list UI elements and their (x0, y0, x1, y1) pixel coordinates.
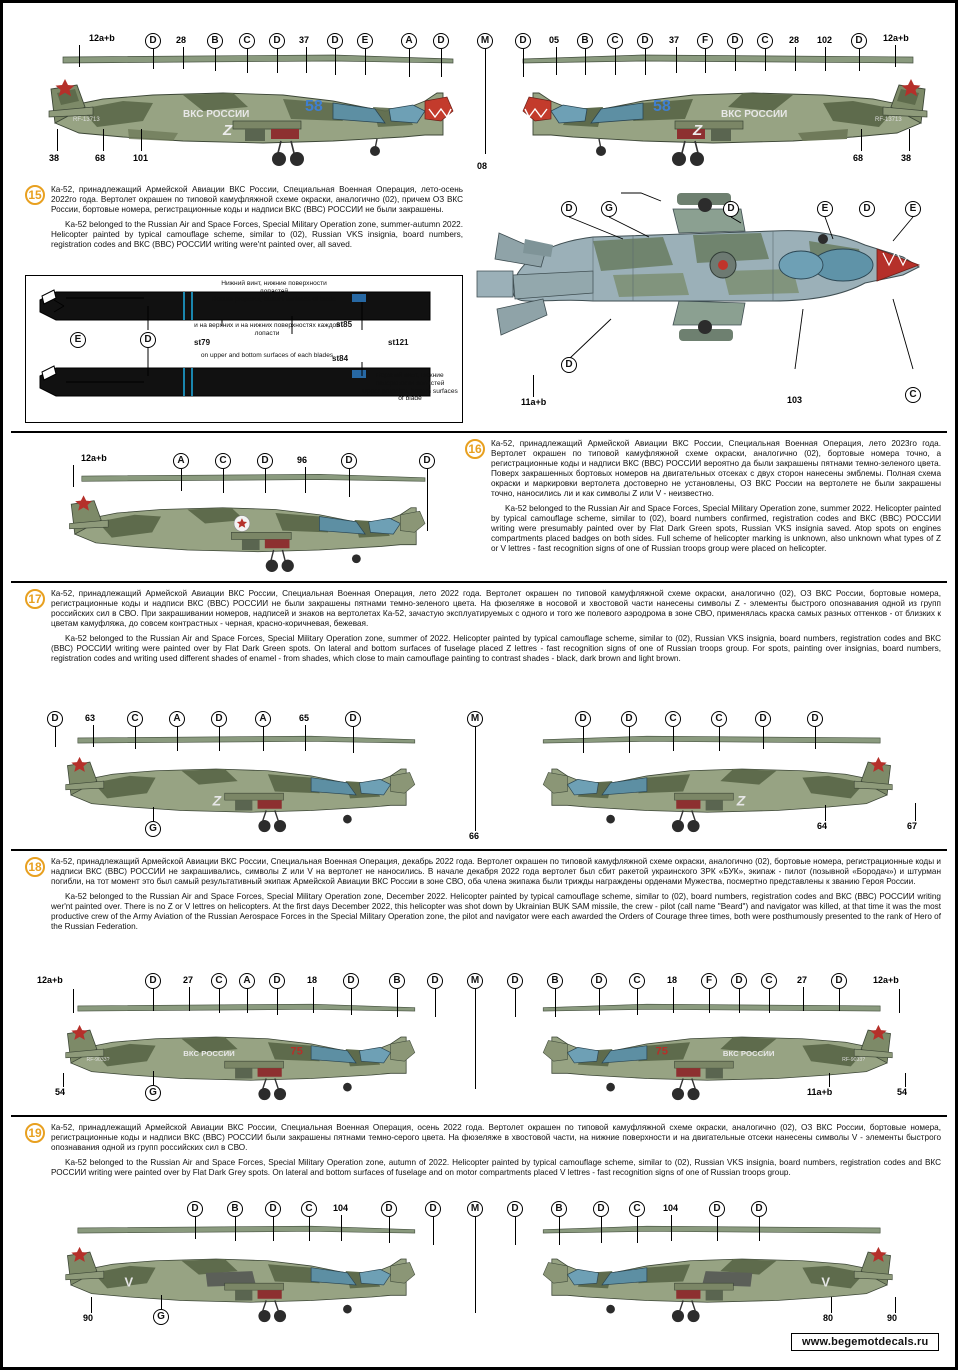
callout-17-C1: C (127, 711, 143, 727)
helicopter-profile-right-18 (511, 999, 921, 1107)
callout-18-F: F (701, 973, 717, 989)
section-17-en: Ka-52 belonged to the Russian Air and Space Forces, Special Military Operation zone, summer of 2022. Helicopter painted by typical camouflage scheme, similar to (02), Russian VKS insignia, board numbers, registration codes and ВКС (ВВС) РОССИИ writing were painted over by Flat Dark Green spots. On lateral and bottom surfaces of fuselage placed Z lettres - fast recognition signs of one of Russian troops group. For spots, painting over insignias, board numbers, registration codes and writing used different shades of enamel - from shades, which close to main camouflage painting to contrast shades - black, dark brown and light brown. (51, 634, 941, 663)
callout-18-18-left: 18 (307, 975, 318, 985)
callout-11ab-top: 11a+b (521, 397, 547, 407)
section-18-ru: Ка-52, принадлежащий Армейской Авиации ВКС России, Специальная Военная Операция, декабрь 2022 года. Вертолет окрашен по типовой камуфляжной схеме окраски, аналогично (02), бортовые номера, регистрационные коды и надписи ВКС (ВВС) РОССИИ не закрашивались, символы Z или V на вертолет не наносились. В начале декабря 2022 года вертолет был сбит ракетой украинского ЗРК «БУК», экипаж - пилот (позывной «Бородач») и штурман погибли, на тот момент это был самый результативный экипаж Армейской Авиации ВКС России в зоне СВО, оба члена экипажа были трижды награждены орденами Мужества, посмертно представлены к званию Героя России. (51, 857, 941, 886)
svg-text:75: 75 (290, 1045, 303, 1058)
callout-16-D3: D (419, 453, 435, 469)
callout-18-18-right: 18 (667, 975, 678, 985)
callout-17-63: 63 (85, 713, 96, 723)
section-15-profiles (11, 11, 953, 176)
callout-19-D3: D (381, 1201, 397, 1217)
callout-D-top2: D (723, 201, 739, 217)
callout-68-left: 68 (95, 153, 106, 163)
callout-17-D2: D (211, 711, 227, 727)
helicopter-profile-right-15 (503, 49, 943, 174)
helicopter-profile-left-17 (37, 731, 447, 839)
callout-18-B2: B (547, 973, 563, 989)
callout-19-B1: B (227, 1201, 243, 1217)
callout-19-M: M (467, 1201, 483, 1217)
helicopter-profile-16 (33, 469, 465, 579)
callout-17-C3: C (711, 711, 727, 727)
callout-18-12ab-right: 12a+b (873, 975, 899, 985)
svg-text:ВКС РОССИИ: ВКС РОССИИ (721, 109, 788, 120)
callout-17-66: 66 (469, 831, 480, 841)
callout-D-top1: D (561, 201, 577, 217)
callout-37-left: 37 (299, 35, 310, 45)
callout-38-right: 38 (901, 153, 912, 163)
callout-37-right: 37 (669, 35, 680, 45)
svg-text:Z: Z (736, 792, 746, 809)
svg-text:RF-13713: RF-13713 (875, 117, 902, 123)
callout-19-90-left: 90 (83, 1313, 94, 1323)
blade-bottom-caption (362, 372, 458, 403)
section-18-text (51, 857, 941, 932)
svg-text:58: 58 (305, 98, 323, 115)
blade-bottom-en: Upper propeller, bottom surfaces of blade (362, 387, 458, 403)
st121-label: st121 (388, 338, 409, 347)
divider-3 (11, 849, 947, 851)
callout-C-2: C (607, 33, 623, 49)
blade-top-caption (210, 280, 338, 303)
callout-A-1: A (401, 33, 417, 49)
callout-19-90-right: 90 (887, 1313, 898, 1323)
callout-16-A: A (173, 453, 189, 469)
callout-12ab-left: 12a+b (89, 33, 115, 43)
callout-18-54-left: 54 (55, 1087, 66, 1097)
svg-text:RF-9033?: RF-9033? (86, 1057, 110, 1064)
website-footer[interactable]: www.begemotdecals.ru (791, 1333, 939, 1351)
callout-05: 05 (549, 35, 560, 45)
callout-08: 08 (477, 161, 488, 171)
svg-text:Z: Z (693, 122, 703, 139)
section-number-16: 16 (465, 439, 485, 459)
section-number-18: 18 (25, 857, 45, 877)
callout-16-C: C (215, 453, 231, 469)
callout-E-top2: E (905, 201, 921, 217)
section-19-ru: Ка-52, принадлежащий Армейской Авиации ВКС России, Специальная Военная Операция, осень 2022 года. Вертолет окрашен по типовой камуфляжной схеме окраски, аналогично (02), ОЗ ВКС России, бортовые номера, регистрационные коды и надписи ВКС (ВВС) РОССИИ были закрашены пятнами темно-серого цвета. На фюзеляже в хвостовой части, на нижние поверхности и на двигательные отсеки нанесены символы V - элементы быстрого опознавания одной из групп российских сил в СВО. (51, 1123, 941, 1152)
callout-18-D6: D (591, 973, 607, 989)
helicopter-profile-right-17 (511, 731, 921, 839)
section-16-ru: Ка-52, принадлежащий Армейской Авиации ВКС России, Специальная Военная Операция, лето 2023го года. Вертолет окрашен по типовой камуфляжной схеме окраски, аналогично (02), бортовые номера точно, а регистрационные коды и надписи ВКС (ВВС) РОССИИ вероятно да были закрашены пятнами темно-зеленого цвета. Поверх закрашенных бортовых номеров на двигательных отсеках с двух сторон нанесены эмблемы. Полная схема окраски и маркировки вертолета достоверно не установлены, ОЗ ВКС России на вертолете не были закрашены точно, наносились ли и как символы Z или V - неизвестно. (491, 439, 941, 498)
callout-18-D7: D (731, 973, 747, 989)
callout-19-D1: D (187, 1201, 203, 1217)
callout-19-D8: D (751, 1201, 767, 1217)
callout-18-12ab-left: 12a+b (37, 975, 63, 985)
callout-19-D4: D (425, 1201, 441, 1217)
callout-D-1: D (145, 33, 161, 49)
section-18-en: Ka-52 belonged to the Russian Air and Space Forces, Special Military Operation zone, December 2022. Helicopter painted by typical camouflage scheme, similar to (02), board numbers, registration codes and ВКС (ВВС) РОССИИ writing wer'nt painted over. There is no Z or V lettres on helicopters. At the first days December 2022, this helicopter was shot down by Ukrainian BUK SAM missile, the crew - pilot (call name "Beard") and navigator was killed, at that time it was the most productive crew of the Army Aviation of the Russian Aerospace Forces in the Special Military Operation zone, the pilot and navigator were each awarded the Orders of Courage three times, both were posthumously presented to the rank of Hero of the Russian Federation. (51, 892, 941, 931)
callout-18-C3: C (761, 973, 777, 989)
callout-17-A1: A (169, 711, 185, 727)
callout-18-M: M (467, 973, 483, 989)
section-17-text (51, 589, 941, 664)
svg-text:Z: Z (223, 122, 233, 139)
callout-D-4: D (433, 33, 449, 49)
callout-19-80: 80 (823, 1313, 834, 1323)
callout-E-blade: E (70, 332, 86, 348)
callout-28: 28 (176, 35, 187, 45)
section-16-text (491, 439, 941, 554)
callout-17-D1: D (47, 711, 63, 727)
section-15-en: Ka-52 belonged to the Russian Air and Space Forces, Special Military Operation zone, summer-autumn 2022. Helicopter painted by typical camouflage scheme, similar to (02), Russian VKS insignia, board numbers, registration codes and ВКС (ВВС) РОССИИ writing were'nt painted over, all saved. (51, 220, 463, 249)
blade-code-st84 (332, 354, 348, 364)
svg-text:ВКС РОССИИ: ВКС РОССИИ (183, 1049, 235, 1059)
callout-16-D2: D (341, 453, 357, 469)
callout-D-7: D (727, 33, 743, 49)
helicopter-profile-left-18 (37, 999, 447, 1107)
blade-mid-caption (192, 322, 342, 338)
callout-17-D3: D (345, 711, 361, 727)
callout-E-1: E (357, 33, 373, 49)
callout-C-3: C (757, 33, 773, 49)
callout-19-D5: D (507, 1201, 523, 1217)
svg-text:75: 75 (655, 1045, 669, 1058)
callout-D-blade: D (140, 332, 156, 348)
svg-text:RF-9033?: RF-9033? (842, 1057, 866, 1064)
callout-G-top1: G (601, 201, 617, 217)
blade-bottom-ru: Верхний винт, нижние поверхности лопастей (375, 372, 445, 387)
section-15-ru: Ка-52, принадлежащий Армейской Авиации ВКС России, Специальная Военная Операция, лето-осень 2022го года. Вертолет окрашен по типовой камуфляжной схеме окраски, аналогично (02), причем ОЗ ВКС России, бортовые номера, регистрационные коды и надписи ВКС (ВВС) РОССИИ не были закрашены. (51, 185, 463, 214)
callout-18-A: A (239, 973, 255, 989)
callout-D-8: D (851, 33, 867, 49)
section-19-text (51, 1123, 941, 1178)
callout-103: 103 (787, 395, 803, 405)
blade-top-en: Bottom propeller, bottom surfaces of blade (212, 295, 336, 303)
callout-F-1: F (697, 33, 713, 49)
divider-1 (11, 431, 947, 433)
divider-2 (11, 581, 947, 583)
callout-18-C1: C (211, 973, 227, 989)
svg-text:Z: Z (212, 792, 222, 809)
callout-19-104-right: 104 (663, 1203, 679, 1213)
callout-19-B2: B (551, 1201, 567, 1217)
callout-D-top3: D (859, 201, 875, 217)
callout-C-1: C (239, 33, 255, 49)
svg-text:ВКС РОССИИ: ВКС РОССИИ (183, 109, 250, 120)
callout-17-D7: D (807, 711, 823, 727)
callout-19-D6: D (593, 1201, 609, 1217)
callout-18-27-right: 27 (797, 975, 808, 985)
callout-18-B1: B (389, 973, 405, 989)
callout-18-D4: D (427, 973, 443, 989)
callout-17-D5: D (621, 711, 637, 727)
callout-M-1: M (477, 33, 493, 49)
callout-16-D1: D (257, 453, 273, 469)
st84-label: st84 (332, 354, 349, 363)
divider-4 (11, 1115, 947, 1117)
callout-18-D5: D (507, 973, 523, 989)
section-16-en: Ka-52 belonged to the Russian Air and Space Forces, Special Military Operation zone, summer 2022. Helicopter painted by typical camouflage scheme, similar to (02), board numbers confirmed, registration codes and ВКС (ВВС) РОССИИ writing were presumably painted over by Flat Dark Green spots, Russian VKS insignia saved. Atop spots on engines compartments placed badges on both sides. Full scheme of helicopter marking is unknown, also unknown what types of Z or V lettres - fast recognition signs of one of Russian troops group were placed on helicopter. (491, 504, 941, 553)
callout-18-27-left: 27 (183, 975, 194, 985)
svg-text:RF-13713: RF-13713 (73, 117, 100, 123)
callout-38-left: 38 (49, 153, 60, 163)
section-16-profile (11, 435, 481, 580)
helicopter-profile-right-19 (511, 1221, 921, 1329)
helicopter-profile-left-19 (37, 1221, 447, 1329)
callout-102: 102 (817, 35, 833, 45)
svg-text:V: V (821, 1274, 831, 1290)
callout-19-104-left: 104 (333, 1203, 349, 1213)
callout-18-C2: C (629, 973, 645, 989)
svg-text:V: V (124, 1274, 134, 1290)
callout-19-C2: C (629, 1201, 645, 1217)
callout-17-67: 67 (907, 821, 918, 831)
callout-18-D2: D (269, 973, 285, 989)
callout-D-5: D (515, 33, 531, 49)
callout-17-G: G (145, 821, 161, 837)
callout-B-2: B (577, 33, 593, 49)
blade-mid-en: on upper and bottom surfaces of each blades (200, 352, 334, 359)
callout-28-right: 28 (789, 35, 800, 45)
blade-top-ru: Нижний винт, нижние поверхности лопастей (221, 280, 327, 295)
section-15-text (51, 185, 463, 250)
callout-101: 101 (133, 153, 149, 163)
callout-D-6: D (637, 33, 653, 49)
callout-17-65: 65 (299, 713, 310, 723)
svg-text:ВКС РОССИИ: ВКС РОССИИ (722, 1049, 775, 1059)
blade-mid-caption-en (192, 352, 342, 360)
section-number-15: 15 (25, 185, 45, 205)
callout-B-1: B (207, 33, 223, 49)
callout-D-2: D (269, 33, 285, 49)
blade-mid-ru: и на верхних и на нижних поверхностях каждой лопасти (194, 322, 340, 337)
callout-D-3: D (327, 33, 343, 49)
callout-E-top1: E (817, 201, 833, 217)
blade-code-st79 (194, 338, 210, 348)
st85-label: st85 (336, 320, 353, 329)
section-19-en: Ka-52 belonged to the Russian Air and Space Forces, Special Military Operation zone, autumn of 2022. Helicopter painted by typical camouflage scheme, similar to (02), Russian VKS insignia, board numbers, registration codes and ВКС РОССИИ writing were painted over by Flat Dark Grey spots. On lateral and bottom surfaces of fuselage and on motor compartments placed V lettres - fast recognition signs of one of Russian troops group. (51, 1158, 941, 1177)
callout-D-top4: D (561, 357, 577, 373)
callout-17-D6: D (755, 711, 771, 727)
st79-label: st79 (194, 338, 211, 347)
callout-19-D7: D (709, 1201, 725, 1217)
section-17-ru: Ка-52, принадлежащий Армейской Авиации ВКС России, Специальная Военная Операция, лето 2022 года. Вертолет окрашен по типовой камуфляжной схеме окраски, аналогично (02), ОЗ ВКС России, бортовые номера, регистрационные коды и надписи ВКС (ВВС) РОССИИ не были закрашены пятнами темно-зеленого цвета. На фюзеляже в носовой и хвостовой части нанесены символы Z - элементы быстрого опознавания одной из групп российских сил в СВО. При закрашивании номеров, надписей и знаков на вертолетах Ка-52, зачастую эксплуатируемых с одного и того же полевого аэродрома в зоне СВО, применялась краска самых разных оттенков - от близких к цветам камуфляжа, до совсем контрастных - черная, красно-коричневая, бежевая. (51, 589, 941, 628)
section-number-19: 19 (25, 1123, 45, 1143)
blade-code-st121 (388, 338, 408, 348)
callout-18-G: G (145, 1085, 161, 1101)
section-19-profiles (11, 1189, 953, 1339)
blade-code-st85 (336, 320, 352, 330)
callout-12ab-right: 12a+b (883, 33, 909, 43)
callout-19-D2: D (265, 1201, 281, 1217)
section-17-profiles (11, 693, 953, 845)
callout-19-G: G (153, 1309, 169, 1325)
section-18-profiles (11, 961, 953, 1111)
blade-diagram-box (25, 275, 463, 423)
callout-17-M: M (467, 711, 483, 727)
callout-18-D8: D (831, 973, 847, 989)
callout-18-54-right: 54 (897, 1087, 908, 1097)
section-number-17: 17 (25, 589, 45, 609)
callout-C-top: C (905, 387, 921, 403)
callout-16-96: 96 (297, 455, 308, 465)
callout-18-D1: D (145, 973, 161, 989)
callout-18-11ab: 11a+b (807, 1087, 833, 1097)
callout-17-A2: A (255, 711, 271, 727)
svg-text:58: 58 (653, 98, 671, 115)
callout-68-right: 68 (853, 153, 864, 163)
callout-17-D4: D (575, 711, 591, 727)
callout-18-D3: D (343, 973, 359, 989)
callout-17-C2: C (665, 711, 681, 727)
section-15-topview (473, 179, 953, 429)
callout-19-C1: C (301, 1201, 317, 1217)
callout-17-64: 64 (817, 821, 828, 831)
callout-16-12ab: 12a+b (81, 453, 107, 463)
